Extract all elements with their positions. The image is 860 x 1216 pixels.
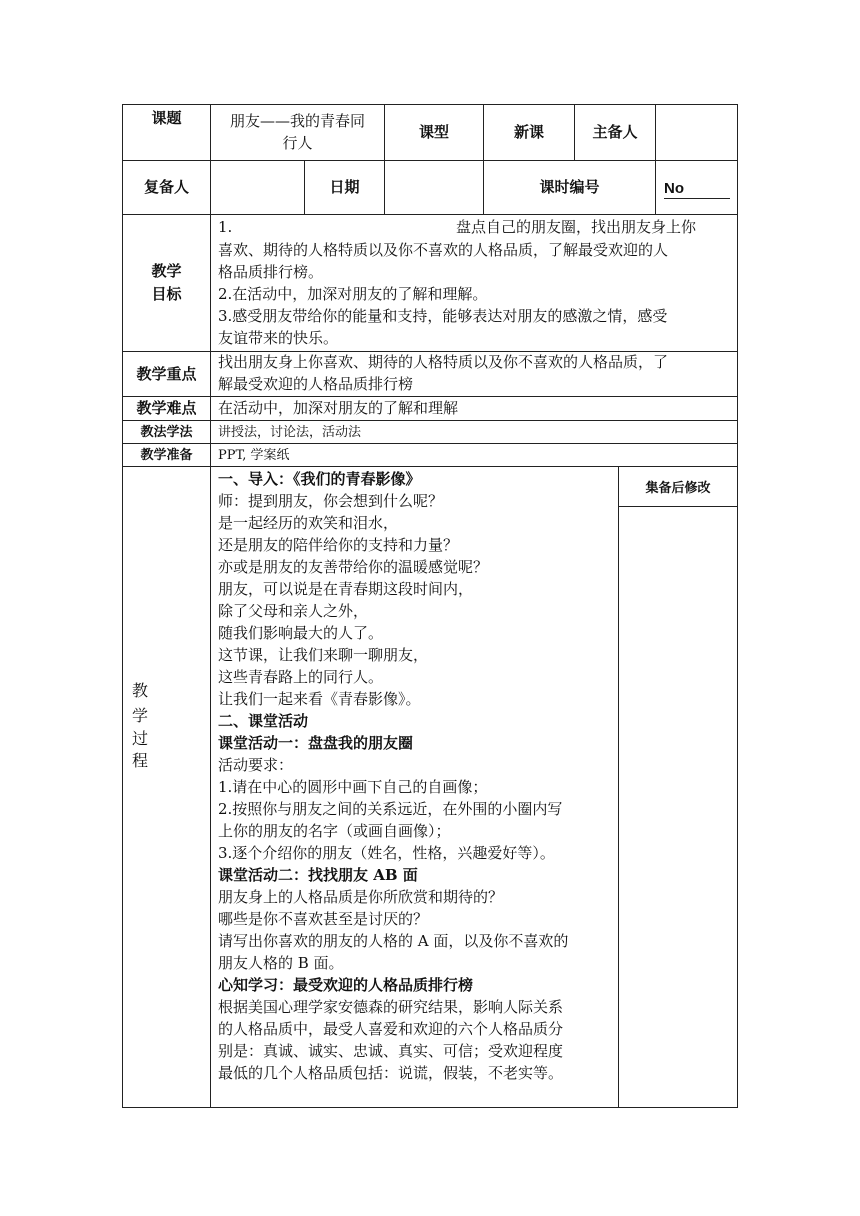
process-line: 活动要求：: [218, 756, 294, 774]
goals-line2: 喜欢、期待的人格特质以及你不喜欢的人格品质，了解最受欢迎的人: [218, 241, 669, 259]
goals-label-cell: [122, 214, 211, 352]
process-label-char4: 程: [131, 751, 148, 770]
no-underline: [664, 198, 730, 199]
process-heading-learning: 心知学习：最受欢迎的人格品质排行榜: [218, 976, 474, 994]
process-heading-activity-two: 课堂活动二：找找朋友 AB 面: [218, 866, 418, 884]
co-label: 复备人: [143, 178, 189, 196]
process-line: 上你的朋友的名字（或画自画像）；: [218, 822, 451, 840]
topic-label: 课题: [151, 109, 182, 127]
goals-line5: 3.感受朋友带给你的能量和支持，能够表达对朋友的感激之情，感受: [218, 307, 668, 325]
process-line: 这些青春路上的同行人。: [218, 668, 384, 686]
goals-line4: 2.在活动中，加深对朋友的了解和理解。: [218, 285, 488, 303]
preparation-label: 教学准备: [140, 448, 193, 463]
goals-line1-text: 盘点自己的朋友圈，找出朋友身上你: [456, 218, 697, 236]
methods-label: 教法学法: [140, 425, 193, 440]
process-line: 哪些是你不喜欢甚至是讨厌的？: [218, 910, 429, 928]
process-heading-intro: 一、导入：《我们的青春影像》: [218, 470, 421, 488]
key-points-line2: 解最受欢迎的人格品质排行榜: [218, 375, 414, 393]
difficulties-text: 在活动中，加深对朋友的了解和理解: [218, 399, 459, 417]
difficulties-label: 教学难点: [136, 399, 197, 417]
lead-label: 主备人: [592, 123, 638, 141]
process-line: 让我们一起来看《青春影像》。: [218, 690, 421, 708]
revision-label: 集备后修改: [645, 480, 711, 495]
revision-value-cell: [618, 506, 738, 1108]
no-label: No: [664, 180, 684, 197]
process-line: 朋友人格的 B 面。: [218, 954, 344, 972]
process-line: 随我们影响最大的人了。: [218, 624, 384, 642]
type-value: 新课: [513, 123, 544, 141]
period-label: 课时编号: [539, 178, 600, 196]
goals-line1-num: 1.: [218, 218, 233, 236]
process-line: 请写出你喜欢的朋友的人格的 A 面，以及你不喜欢的: [218, 932, 569, 950]
goals-label-line2: 目标: [151, 285, 182, 303]
process-line: 的人格品质中，最受人喜爱和欢迎的六个人格品质分: [218, 1020, 564, 1038]
process-label-char1: 教: [131, 681, 148, 700]
process-line: 还是朋友的陪伴给你的支持和力量？: [218, 536, 459, 554]
process-line: 最低的几个人格品质包括：说谎，假装，不老实等。: [218, 1064, 564, 1082]
preparation-text: PPT, 学案纸: [218, 448, 290, 463]
process-heading-activity-one: 课堂活动一：盘盘我的朋友圈: [218, 734, 414, 752]
process-heading-activities: 二、课堂活动: [218, 712, 309, 730]
topic-value-line2: 行人: [282, 134, 313, 152]
date-label: 日期: [329, 178, 360, 196]
process-line: 亦或是朋友的友善带给你的温暖感觉呢？: [218, 558, 489, 576]
co-value-cell: [210, 160, 305, 215]
process-line: 朋友身上的人格品质是你所欣赏和期待的？: [218, 888, 504, 906]
process-line: 3.逐个介绍你的朋友（姓名，性格，兴趣爱好等）。: [218, 844, 555, 862]
process-line: 朋友，可以说是在青春期这段时间内，: [218, 580, 474, 598]
goals-label-line1: 教学: [151, 262, 182, 280]
process-line: 这节课，让我们来聊一聊朋友，: [218, 646, 429, 664]
methods-text: 讲授法，讨论法，活动法: [218, 425, 362, 440]
process-label-cell: [122, 466, 211, 1108]
topic-value-line1: 朋友——我的青春同: [229, 112, 365, 130]
process-line: 除了父母和亲人之外，: [218, 602, 369, 620]
date-value-cell: [384, 160, 484, 215]
goals-line6: 友谊带来的快乐。: [218, 329, 339, 347]
process-line: 1.请在中心的圆形中画下自己的自画像；: [218, 778, 488, 796]
process-line: 师：提到朋友，你会想到什么呢？: [218, 492, 444, 510]
key-points-label: 教学重点: [136, 365, 197, 383]
type-label: 课型: [418, 123, 449, 141]
process-line: 别是：真诚、诚实、忠诚、真实、可信；受欢迎程度: [218, 1042, 564, 1060]
key-points-line1: 找出朋友身上你喜欢、期待的人格特质以及你不喜欢的人格品质，了: [218, 353, 669, 371]
lead-value-cell: [655, 104, 738, 161]
process-line: 2.按照你与朋友之间的关系远近，在外围的小圈内写: [218, 800, 563, 818]
process-label-char2: 学: [131, 706, 148, 725]
process-lines: [218, 468, 568, 1084]
goals-line3: 格品质排行榜。: [218, 263, 324, 281]
process-label-char3: 过: [131, 729, 148, 748]
process-line: 根据美国心理学家安德森的研究结果，影响人际关系: [218, 998, 564, 1016]
process-line: 是一起经历的欢笑和泪水，: [218, 514, 399, 532]
